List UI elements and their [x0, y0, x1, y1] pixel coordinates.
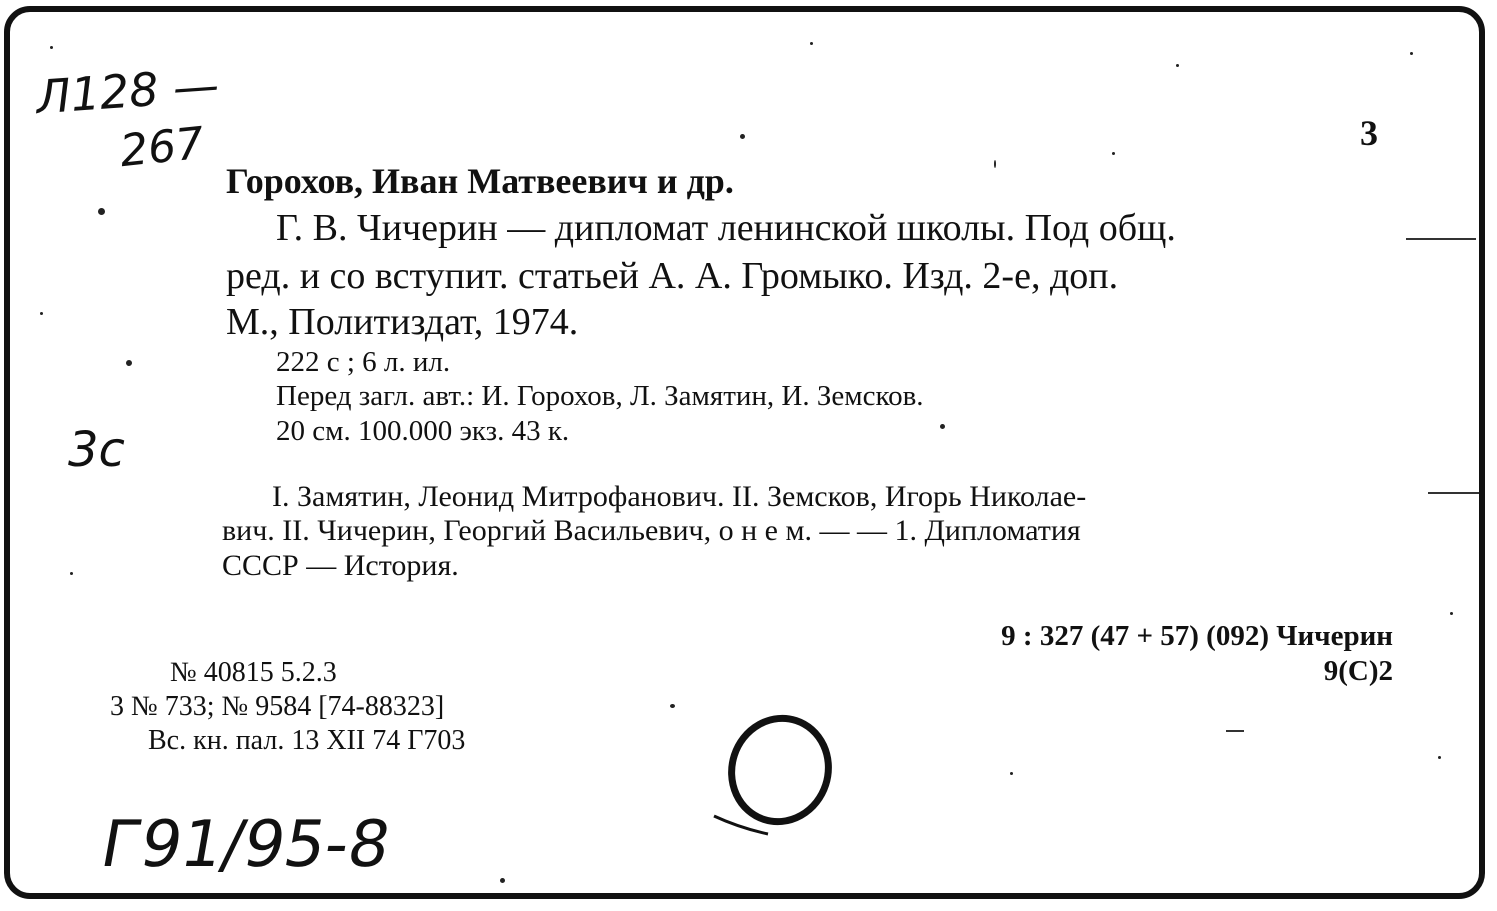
scan-dash [1428, 492, 1484, 494]
scan-speck [1010, 772, 1013, 775]
bbk-classification: 9(С)2 [1323, 655, 1393, 687]
handwritten-shelf-mark-top: Л128 — [34, 57, 221, 125]
scan-speck [1176, 64, 1179, 67]
card-number: 3 [1360, 113, 1378, 153]
title-line-1: Г. В. Чичерин — дипломат ленинской школы. Под общ. [276, 207, 1176, 249]
udc-classification: 9 : 327 (47 + 57) (092) Чичерин [1001, 620, 1393, 652]
scan-speck [810, 42, 813, 45]
authors-note: Перед загл. авт.: И. Горохов, Л. Замятин, И. Земсков. [276, 380, 924, 412]
scan-speck [1410, 52, 1413, 55]
catalog-card [4, 6, 1485, 899]
scan-speck [740, 134, 745, 139]
scan-speck [1450, 612, 1453, 615]
size-circulation-price: 20 см. 100.000 экз. 43 к. [276, 415, 570, 447]
scan-speck [500, 878, 505, 883]
scan-speck [98, 208, 105, 215]
scan-speck [1438, 756, 1441, 759]
handwritten-shelf-mark-number: 267 [117, 117, 207, 178]
imprint-line-2: 3 № 733; № 9584 [74-88323] [110, 691, 445, 722]
scan-speck [126, 360, 132, 366]
scan-speck [50, 46, 53, 49]
pagination: 222 с ; 6 л. ил. [276, 346, 451, 378]
subject-line-2: вич. II. Чичерин, Георгий Васильевич, о н е м. — — 1. Дипломатия [222, 514, 1081, 547]
handwritten-side-mark: 3с [68, 422, 125, 478]
stamp-circle [710, 708, 850, 838]
title-line-3: М., Политиздат, 1974. [226, 301, 579, 343]
imprint-line-1: № 40815 5.2.3 [170, 657, 337, 688]
handwritten-inventory-mark: Г91/95-8 [95, 808, 396, 882]
scan-speck [1112, 152, 1115, 155]
scan-speck [994, 160, 996, 168]
imprint-line-3: Вс. кн. пал. 13 XII 74 Г703 [148, 725, 466, 756]
subject-line-3: СССР — История. [222, 549, 459, 582]
scan-dash [1406, 238, 1476, 240]
scan-speck [70, 572, 73, 575]
scan-speck [40, 312, 43, 315]
scan-dash [1226, 730, 1244, 732]
scan-speck [940, 424, 945, 429]
scan-speck [670, 704, 675, 708]
title-line-2: ред. и со вступит. статьей А. А. Громыко. Изд. 2-е, доп. [226, 255, 1119, 297]
author-heading: Горохов, Иван Матвеевич и др. [226, 161, 734, 201]
subject-line-1: I. Замятин, Леонид Митрофанович. II. Земсков, Игорь Николае- [272, 480, 1087, 513]
